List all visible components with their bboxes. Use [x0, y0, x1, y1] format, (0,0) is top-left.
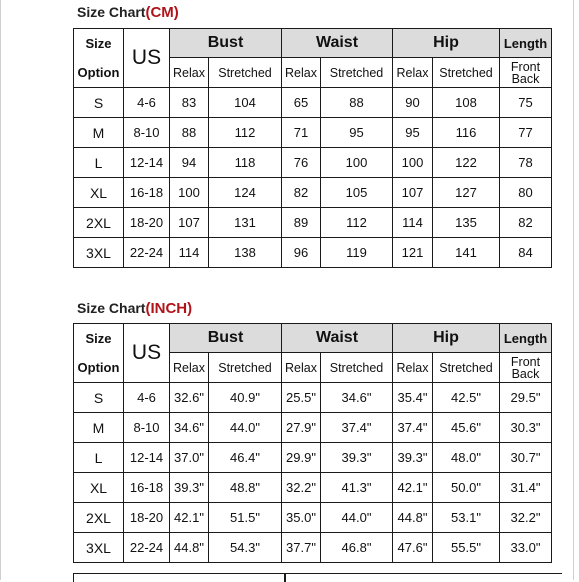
hip-stretched-header: Stretched [433, 58, 500, 88]
waist-relax-cell: 82 [282, 178, 321, 208]
length-cell: 30.3" [500, 413, 552, 443]
waist-stretched-cell: 119 [321, 238, 393, 268]
front-label: Front [510, 59, 541, 74]
bust-relax-cell: 114 [170, 238, 209, 268]
waist-relax-cell: 96 [282, 238, 321, 268]
front-back-header [500, 353, 552, 383]
size-chart-inch-table [73, 323, 552, 563]
cropped-next-row [73, 573, 562, 582]
hip-stretched-cell: 53.1" [433, 503, 500, 533]
left-frame-line [0, 0, 1, 580]
waist-relax-cell: 71 [282, 118, 321, 148]
waist-relax-cell: 76 [282, 148, 321, 178]
hip-stretched-cell: 122 [433, 148, 500, 178]
length-header: Length [500, 324, 552, 353]
size-cell: 2XL [74, 503, 124, 533]
us-size-cell: 16-18 [124, 473, 170, 503]
bust-relax-cell: 83 [170, 88, 209, 118]
hip-stretched-cell: 116 [433, 118, 500, 148]
length-cell: 77 [500, 118, 552, 148]
cm-title-unit: (CM) [145, 4, 179, 21]
hip-relax-cell: 44.8" [393, 503, 433, 533]
bust-stretched-cell: 51.5" [209, 503, 282, 533]
hip-relax-cell: 42.1" [393, 473, 433, 503]
us-size-cell: 8-10 [124, 413, 170, 443]
front-label: Front [510, 354, 541, 369]
front-back-header [500, 58, 552, 88]
waist-header: Waist [282, 324, 393, 353]
waist-relax-cell: 37.7" [282, 533, 321, 563]
bust-relax-cell: 32.6" [170, 383, 209, 413]
bust-relax-cell: 94 [170, 148, 209, 178]
us-size-cell: 12-14 [124, 443, 170, 473]
bust-stretched-header: Stretched [209, 58, 282, 88]
bust-stretched-cell: 118 [209, 148, 282, 178]
size-cell: 3XL [74, 533, 124, 563]
size-cell: M [74, 118, 124, 148]
length-cell: 31.4" [500, 473, 552, 503]
bust-header: Bust [170, 324, 282, 353]
hip-stretched-cell: 50.0" [433, 473, 500, 503]
waist-relax-cell: 35.0" [282, 503, 321, 533]
option-header-label: Option [77, 65, 120, 80]
bust-stretched-cell: 46.4" [209, 443, 282, 473]
waist-stretched-cell: 34.6" [321, 383, 393, 413]
inch-title-prefix: Size Chart [77, 300, 146, 316]
us-size-cell: 12-14 [124, 148, 170, 178]
hip-relax-cell: 114 [393, 208, 433, 238]
length-cell: 30.7" [500, 443, 552, 473]
bust-stretched-cell: 48.8" [209, 473, 282, 503]
bust-stretched-cell: 112 [209, 118, 282, 148]
length-cell: 78 [500, 148, 552, 178]
table-row [74, 383, 552, 413]
table-row [74, 503, 552, 533]
size-header-label: Size [85, 36, 112, 51]
size-cell: 2XL [74, 208, 124, 238]
size-cell: L [74, 443, 124, 473]
table-row [74, 443, 552, 473]
bust-relax-cell: 37.0" [170, 443, 209, 473]
table-row [74, 473, 552, 503]
waist-stretched-cell: 95 [321, 118, 393, 148]
cm-chart-title [77, 4, 179, 21]
bust-stretched-cell: 138 [209, 238, 282, 268]
hip-stretched-header: Stretched [433, 353, 500, 383]
bust-relax-cell: 100 [170, 178, 209, 208]
waist-stretched-cell: 105 [321, 178, 393, 208]
bust-stretched-cell: 124 [209, 178, 282, 208]
hip-relax-cell: 47.6" [393, 533, 433, 563]
table-row [74, 88, 552, 118]
option-header-label: Option [77, 360, 120, 375]
size-cell: S [74, 88, 124, 118]
hip-header: Hip [393, 29, 500, 58]
bust-stretched-cell: 54.3" [209, 533, 282, 563]
bust-stretched-cell: 44.0" [209, 413, 282, 443]
bust-header: Bust [170, 29, 282, 58]
waist-stretched-cell: 37.4" [321, 413, 393, 443]
bust-relax-cell: 44.8" [170, 533, 209, 563]
hip-stretched-cell: 48.0" [433, 443, 500, 473]
bust-relax-cell: 39.3" [170, 473, 209, 503]
waist-stretched-cell: 46.8" [321, 533, 393, 563]
back-label: Back [511, 366, 540, 381]
waist-stretched-cell: 100 [321, 148, 393, 178]
hip-relax-header: Relax [393, 58, 433, 88]
hip-relax-cell: 37.4" [393, 413, 433, 443]
waist-stretched-cell: 112 [321, 208, 393, 238]
hip-relax-cell: 39.3" [393, 443, 433, 473]
size-cell: XL [74, 178, 124, 208]
size-cell: M [74, 413, 124, 443]
bust-relax-cell: 42.1" [170, 503, 209, 533]
hip-relax-cell: 95 [393, 118, 433, 148]
bust-stretched-cell: 40.9" [209, 383, 282, 413]
hip-stretched-cell: 108 [433, 88, 500, 118]
us-size-cell: 4-6 [124, 383, 170, 413]
bust-relax-header: Relax [170, 353, 209, 383]
bust-relax-cell: 88 [170, 118, 209, 148]
table-row [74, 208, 552, 238]
hip-relax-cell: 100 [393, 148, 433, 178]
table-row [74, 413, 552, 443]
waist-relax-cell: 89 [282, 208, 321, 238]
waist-stretched-header: Stretched [321, 58, 393, 88]
length-cell: 75 [500, 88, 552, 118]
length-cell: 84 [500, 238, 552, 268]
size-cell: S [74, 383, 124, 413]
hip-header: Hip [393, 324, 500, 353]
hip-stretched-cell: 42.5" [433, 383, 500, 413]
hip-stretched-cell: 55.5" [433, 533, 500, 563]
size-header-label: Size [85, 331, 112, 346]
waist-relax-cell: 27.9" [282, 413, 321, 443]
table-row [74, 178, 552, 208]
us-header: US [124, 324, 170, 383]
back-label: Back [511, 71, 540, 86]
waist-relax-cell: 32.2" [282, 473, 321, 503]
inch-chart-title [77, 300, 192, 317]
length-cell: 82 [500, 208, 552, 238]
size-cell: XL [74, 473, 124, 503]
length-cell: 80 [500, 178, 552, 208]
us-size-cell: 18-20 [124, 208, 170, 238]
hip-relax-header: Relax [393, 353, 433, 383]
waist-stretched-cell: 41.3" [321, 473, 393, 503]
waist-header: Waist [282, 29, 393, 58]
waist-relax-cell: 29.9" [282, 443, 321, 473]
length-header: Length [500, 29, 552, 58]
bust-stretched-cell: 131 [209, 208, 282, 238]
bust-relax-header: Relax [170, 58, 209, 88]
table-row [74, 148, 552, 178]
bust-stretched-cell: 104 [209, 88, 282, 118]
size-chart-cm-table [73, 28, 552, 268]
waist-stretched-header: Stretched [321, 353, 393, 383]
hip-stretched-cell: 45.6" [433, 413, 500, 443]
us-size-cell: 4-6 [124, 88, 170, 118]
us-size-cell: 16-18 [124, 178, 170, 208]
bust-relax-cell: 34.6" [170, 413, 209, 443]
inch-title-unit: (INCH) [145, 300, 193, 317]
waist-stretched-cell: 44.0" [321, 503, 393, 533]
size-cell: 3XL [74, 238, 124, 268]
hip-relax-cell: 90 [393, 88, 433, 118]
hip-relax-cell: 121 [393, 238, 433, 268]
waist-stretched-cell: 39.3" [321, 443, 393, 473]
right-frame-line [573, 0, 574, 580]
hip-relax-cell: 35.4" [393, 383, 433, 413]
us-size-cell: 18-20 [124, 503, 170, 533]
cm-title-prefix: Size Chart [77, 4, 146, 20]
us-size-cell: 22-24 [124, 533, 170, 563]
size-cell: L [74, 148, 124, 178]
waist-relax-header: Relax [282, 353, 321, 383]
us-header: US [124, 29, 170, 88]
size-option-header [74, 29, 124, 88]
hip-stretched-cell: 127 [433, 178, 500, 208]
waist-relax-header: Relax [282, 58, 321, 88]
bust-stretched-header: Stretched [209, 353, 282, 383]
table-row [74, 238, 552, 268]
length-cell: 29.5" [500, 383, 552, 413]
us-size-cell: 22-24 [124, 238, 170, 268]
us-size-cell: 8-10 [124, 118, 170, 148]
hip-stretched-cell: 141 [433, 238, 500, 268]
waist-stretched-cell: 88 [321, 88, 393, 118]
bust-relax-cell: 107 [170, 208, 209, 238]
waist-relax-cell: 65 [282, 88, 321, 118]
hip-stretched-cell: 135 [433, 208, 500, 238]
length-cell: 32.2" [500, 503, 552, 533]
length-cell: 33.0" [500, 533, 552, 563]
size-option-header [74, 324, 124, 383]
waist-relax-cell: 25.5" [282, 383, 321, 413]
table-row [74, 118, 552, 148]
table-row [74, 533, 552, 563]
hip-relax-cell: 107 [393, 178, 433, 208]
